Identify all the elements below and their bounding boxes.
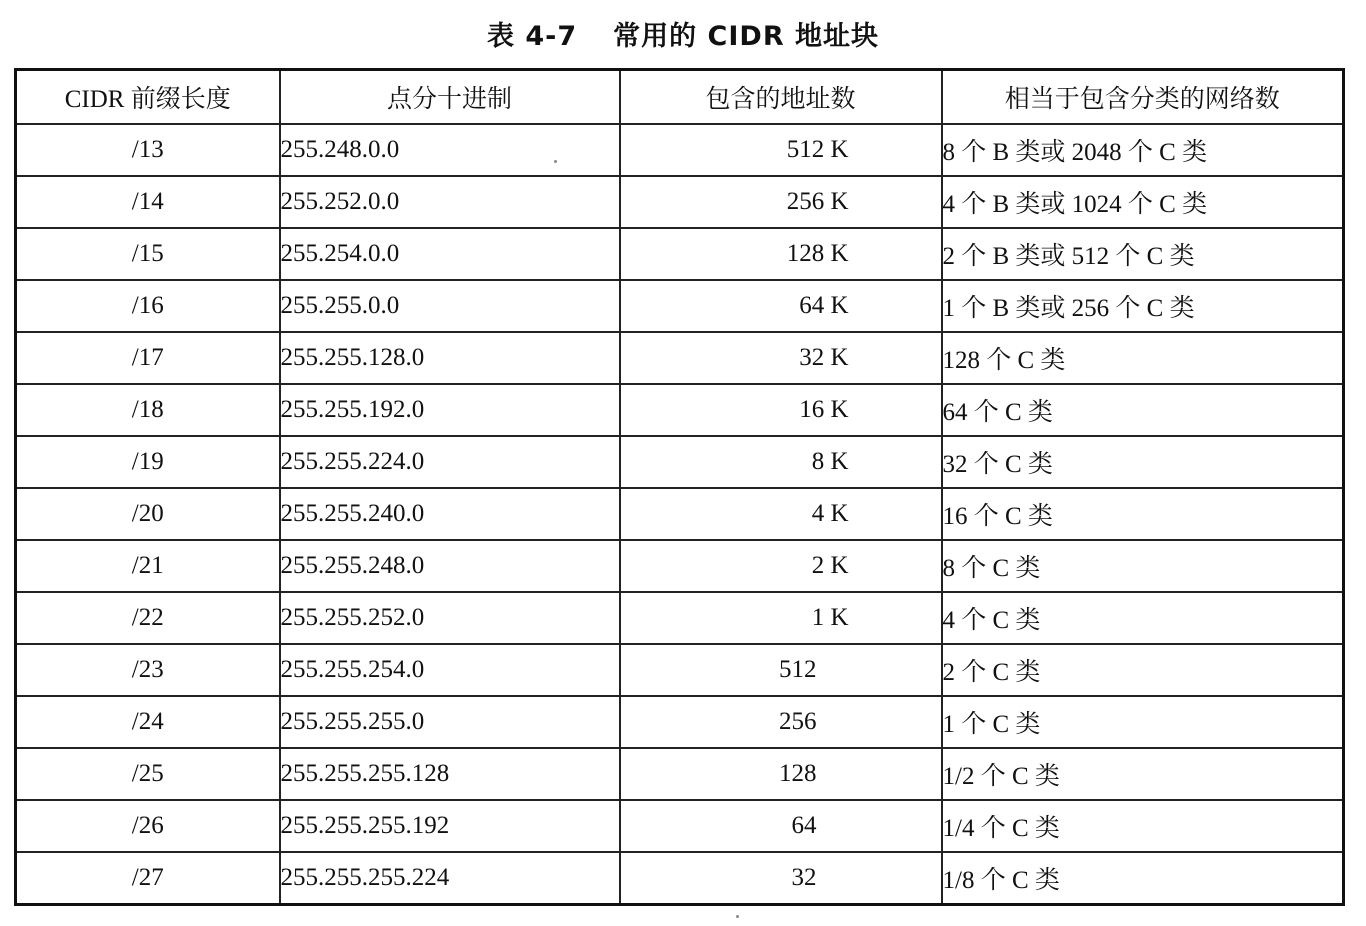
cell-prefix-length: /26 xyxy=(16,800,280,852)
address-count-value: 256 xyxy=(779,708,817,735)
cell-prefix-length: /16 xyxy=(16,280,280,332)
cell-prefix-length: /23 xyxy=(16,644,280,696)
cell-address-count xyxy=(620,644,942,696)
address-count-value: 32 xyxy=(791,864,817,891)
cell-prefix-length: /22 xyxy=(16,592,280,644)
cell-classful-equivalent: 2 个 B 类或 512 个 C 类 xyxy=(942,228,1344,280)
cidr-table xyxy=(14,68,1345,906)
cell-address-count xyxy=(620,280,942,332)
address-count-value: 128 K xyxy=(786,240,849,267)
table-row xyxy=(16,332,1344,384)
cell-prefix-length: /19 xyxy=(16,436,280,488)
table-row xyxy=(16,540,1344,592)
cell-classful-equivalent: 1/8 个 C 类 xyxy=(942,852,1344,905)
cell-classful-equivalent: 1 个 C 类 xyxy=(942,696,1344,748)
header-prefix-length: CIDR 前缀长度 xyxy=(16,70,280,125)
address-count-value: 32 K xyxy=(799,344,849,371)
address-count-value: 2 K xyxy=(811,552,849,579)
cell-prefix-length: /25 xyxy=(16,748,280,800)
cell-address-count xyxy=(620,540,942,592)
cell-dotted-decimal: 255.255.254.0 xyxy=(280,644,620,696)
table-row xyxy=(16,488,1344,540)
cell-address-count xyxy=(620,800,942,852)
address-count-value: 8 K xyxy=(811,448,849,475)
table-title: 常用的 CIDR 地址块 xyxy=(613,21,880,52)
cell-address-count xyxy=(620,748,942,800)
cell-classful-equivalent: 8 个 C 类 xyxy=(942,540,1344,592)
cell-address-count xyxy=(620,592,942,644)
cell-address-count xyxy=(620,176,942,228)
cell-address-count xyxy=(620,436,942,488)
cell-prefix-length: /14 xyxy=(16,176,280,228)
scan-speck xyxy=(736,915,739,918)
address-count-value: 64 K xyxy=(799,292,849,319)
cell-prefix-length: /18 xyxy=(16,384,280,436)
cell-dotted-decimal: 255.252.0.0 xyxy=(280,176,620,228)
table-row xyxy=(16,852,1344,905)
cell-dotted-decimal: 255.255.224.0 xyxy=(280,436,620,488)
cell-dotted-decimal: 255.255.255.224 xyxy=(280,852,620,905)
cell-classful-equivalent: 4 个 C 类 xyxy=(942,592,1344,644)
cell-classful-equivalent: 1/4 个 C 类 xyxy=(942,800,1344,852)
cell-dotted-decimal: 255.255.192.0 xyxy=(280,384,620,436)
cell-dotted-decimal: 255.255.248.0 xyxy=(280,540,620,592)
cell-dotted-decimal: 255.255.255.0 xyxy=(280,696,620,748)
cell-dotted-decimal: 255.255.255.128 xyxy=(280,748,620,800)
cell-address-count xyxy=(620,228,942,280)
scan-speck xyxy=(554,160,557,163)
cell-dotted-decimal: 255.254.0.0 xyxy=(280,228,620,280)
cell-address-count xyxy=(620,488,942,540)
cell-dotted-decimal: 255.255.0.0 xyxy=(280,280,620,332)
table-caption xyxy=(0,14,1366,53)
table-row xyxy=(16,176,1344,228)
cell-dotted-decimal: 255.255.255.192 xyxy=(280,800,620,852)
cell-classful-equivalent: 64 个 C 类 xyxy=(942,384,1344,436)
cell-address-count xyxy=(620,852,942,905)
cell-dotted-decimal: 255.255.128.0 xyxy=(280,332,620,384)
cell-classful-equivalent: 2 个 C 类 xyxy=(942,644,1344,696)
cell-prefix-length: /15 xyxy=(16,228,280,280)
header-address-count: 包含的地址数 xyxy=(620,70,942,125)
table-row xyxy=(16,228,1344,280)
cell-prefix-length: /21 xyxy=(16,540,280,592)
cell-classful-equivalent: 1 个 B 类或 256 个 C 类 xyxy=(942,280,1344,332)
header-dotted-decimal: 点分十进制 xyxy=(280,70,620,125)
header-row xyxy=(16,70,1344,125)
table-number: 表 4-7 xyxy=(486,21,578,52)
table-row xyxy=(16,644,1344,696)
address-count-value: 512 K xyxy=(786,136,849,163)
address-count-value: 4 K xyxy=(811,500,849,527)
address-count-value: 64 xyxy=(791,812,817,839)
cell-dotted-decimal: 255.255.240.0 xyxy=(280,488,620,540)
cell-classful-equivalent: 16 个 C 类 xyxy=(942,488,1344,540)
cell-prefix-length: /20 xyxy=(16,488,280,540)
cell-dotted-decimal: 255.248.0.0 xyxy=(280,124,620,176)
address-count-value: 256 K xyxy=(786,188,849,215)
cell-prefix-length: /17 xyxy=(16,332,280,384)
table-row xyxy=(16,280,1344,332)
cell-classful-equivalent: 1/2 个 C 类 xyxy=(942,748,1344,800)
cell-classful-equivalent: 128 个 C 类 xyxy=(942,332,1344,384)
table-row xyxy=(16,384,1344,436)
table-row xyxy=(16,592,1344,644)
cell-address-count xyxy=(620,696,942,748)
table-row xyxy=(16,436,1344,488)
address-count-value: 128 xyxy=(779,760,817,787)
table-row xyxy=(16,696,1344,748)
cell-classful-equivalent: 4 个 B 类或 1024 个 C 类 xyxy=(942,176,1344,228)
cell-dotted-decimal: 255.255.252.0 xyxy=(280,592,620,644)
table-row xyxy=(16,748,1344,800)
address-count-value: 16 K xyxy=(799,396,849,423)
cell-address-count xyxy=(620,332,942,384)
header-classful-equivalent: 相当于包含分类的网络数 xyxy=(942,70,1344,125)
table-row xyxy=(16,800,1344,852)
address-count-value: 512 xyxy=(779,656,817,683)
cell-prefix-length: /24 xyxy=(16,696,280,748)
table-row xyxy=(16,124,1344,176)
cell-address-count xyxy=(620,124,942,176)
cell-classful-equivalent: 32 个 C 类 xyxy=(942,436,1344,488)
cell-prefix-length: /13 xyxy=(16,124,280,176)
address-count-value: 1 K xyxy=(811,604,849,631)
cell-address-count xyxy=(620,384,942,436)
cell-classful-equivalent: 8 个 B 类或 2048 个 C 类 xyxy=(942,124,1344,176)
cell-prefix-length: /27 xyxy=(16,852,280,905)
